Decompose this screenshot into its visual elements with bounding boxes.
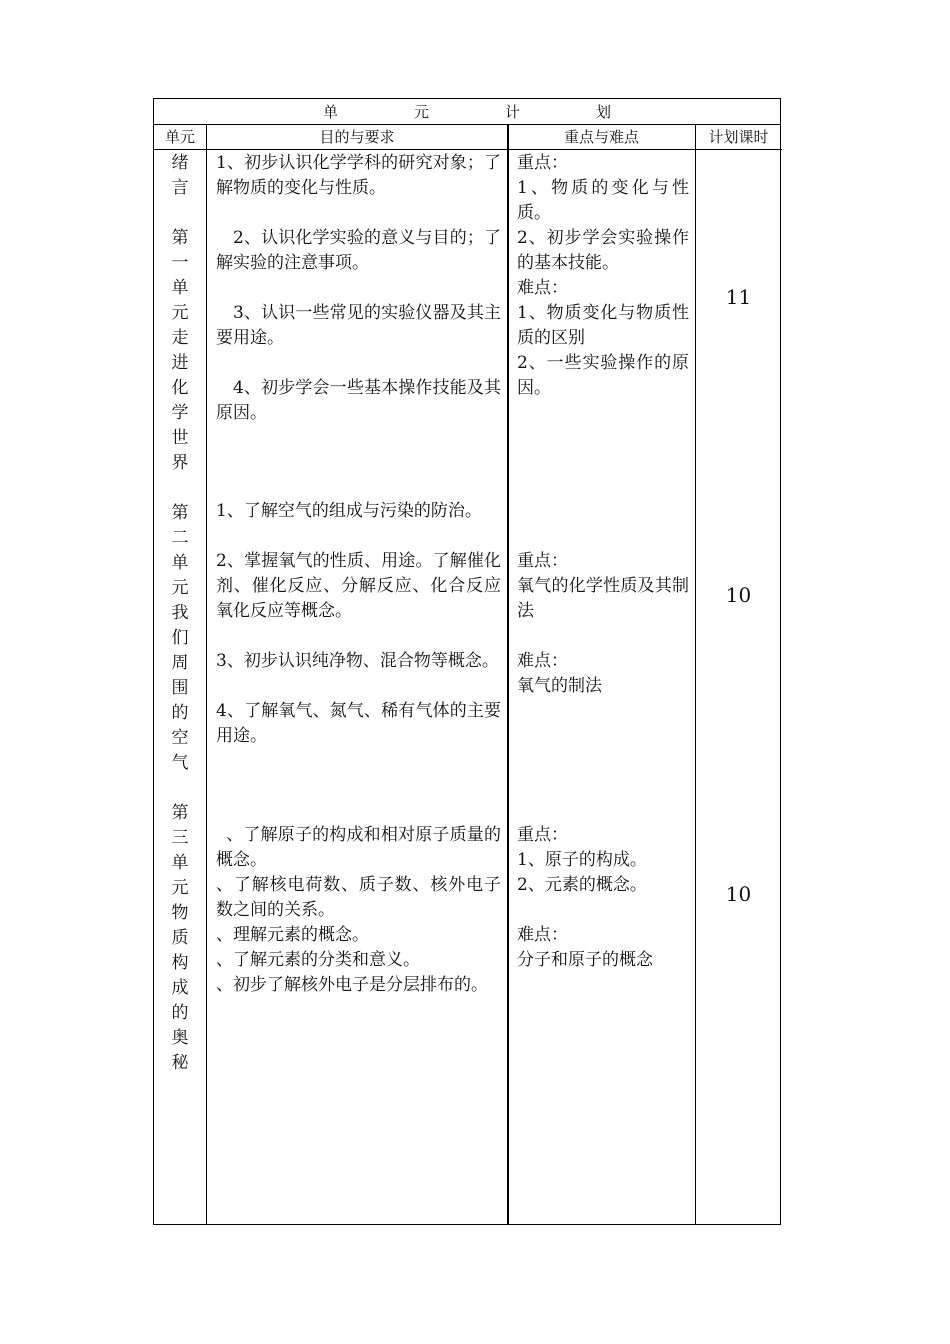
difficulty-item: 1、物质变化与物质性质的区别 — [517, 303, 689, 348]
unit-name-char: 我 — [171, 603, 189, 623]
goal-item: 1、了解空气的组成与污染的防治。 — [216, 501, 482, 521]
difficulty-label: 难点： — [517, 651, 568, 671]
goal-item: 2、掌握氧气的性质、用途。了解催化剂、催化反应、分解反应、化合反应氧化反应等概念。 — [216, 551, 501, 621]
goal-item: 1、初步认识化学学科的研究对象；了解物质的变化与性质。 — [216, 153, 501, 198]
unit-name-char: 物 — [171, 903, 189, 923]
unit-name-char: 空 — [171, 728, 189, 748]
goals-unit-1 — [216, 151, 501, 426]
unit-name-char: 第 — [171, 803, 189, 823]
unit-name-char: 学 — [171, 403, 189, 423]
unit-name-char: 单 — [171, 278, 189, 298]
goal-item: 、了解核电荷数、质子数、核外电子数之间的关系。 — [216, 875, 501, 920]
unit-name-char: 围 — [171, 678, 189, 698]
title-char: 计 — [505, 103, 521, 121]
key-item: 1、原子的构成。 — [517, 850, 647, 870]
difficulty-item: 分子和原子的概念 — [517, 950, 653, 970]
title-char: 划 — [596, 103, 612, 121]
unit-name-char: 元 — [171, 303, 189, 323]
header-key-points: 重点与难点 — [508, 125, 695, 150]
difficulty-item: 氧气的制法 — [517, 676, 602, 696]
unit-name-char: 的 — [171, 1003, 189, 1023]
goal-item: 2、认识化学实验的意义与目的；了解实验的注意事项。 — [216, 228, 501, 273]
table-title — [154, 99, 780, 125]
column-divider — [206, 125, 207, 1224]
title-char: 单 — [322, 103, 338, 121]
key-label: 重点： — [517, 551, 568, 571]
key-points-unit-3 — [517, 823, 689, 973]
key-label: 重点： — [517, 825, 568, 845]
unit-name-char: 二 — [171, 528, 189, 548]
title-char: 元 — [413, 103, 429, 121]
unit-name-char: 们 — [171, 628, 189, 648]
unit-name-char: 第 — [171, 228, 189, 248]
difficulty-item: 2、一些实验操作的原因。 — [517, 353, 689, 398]
unit-name-char: 的 — [171, 703, 189, 723]
unit-name-char: 言 — [171, 178, 189, 198]
unit-name-char: 构 — [171, 953, 189, 973]
header-unit: 单元 — [154, 125, 206, 150]
unit-name-char: 单 — [171, 553, 189, 573]
unit-name-char: 世 — [171, 428, 189, 448]
unit-name-char: 走 — [171, 328, 189, 348]
hours-unit-2: 10 — [725, 583, 752, 607]
goal-item: 、了解元素的分类和意义。 — [216, 950, 420, 970]
unit-name-char: 绪 — [171, 153, 189, 173]
unit-name-char: 成 — [171, 978, 189, 998]
unit-name-char: 一 — [171, 253, 189, 273]
unit-name-char: 单 — [171, 853, 189, 873]
goals-unit-3 — [216, 823, 501, 998]
hours-unit-1: 11 — [725, 285, 752, 309]
key-item: 1、物质的变化与性质。 — [517, 178, 689, 223]
unit-plan-table — [153, 98, 781, 1225]
goal-item: 4、初步学会一些基本操作技能及其原因。 — [216, 378, 501, 423]
unit-name-char: 三 — [171, 828, 189, 848]
goal-item: 、理解元素的概念。 — [216, 925, 369, 945]
key-points-unit-2 — [517, 549, 689, 699]
unit-name-char: 气 — [171, 753, 189, 773]
goals-unit-2 — [216, 499, 501, 749]
unit-name-char: 元 — [171, 878, 189, 898]
unit-name-column — [154, 151, 206, 1076]
key-item: 2、初步学会实验操作的基本技能。 — [517, 228, 689, 273]
unit-name-char: 界 — [171, 453, 189, 473]
difficulty-label: 难点： — [517, 278, 568, 298]
key-item: 氧气的化学性质及其制法 — [517, 576, 689, 621]
header-hours: 计划课时 — [695, 125, 782, 150]
header-goals: 目的与要求 — [206, 125, 508, 150]
unit-name-char: 周 — [171, 653, 189, 673]
unit-name-char: 元 — [171, 578, 189, 598]
key-label: 重点： — [517, 153, 568, 173]
goal-item: 3、初步认识纯净物、混合物等概念。 — [216, 651, 499, 671]
difficulty-label: 难点： — [517, 925, 568, 945]
goal-item: 3、认识一些常见的实验仪器及其主要用途。 — [216, 303, 501, 348]
unit-name-char: 秘 — [171, 1053, 189, 1073]
unit-name-char: 奥 — [171, 1028, 189, 1048]
column-divider — [507, 125, 509, 1224]
hours-unit-3: 10 — [725, 882, 752, 906]
goal-item: 4、了解氧气、氮气、稀有气体的主要用途。 — [216, 701, 501, 746]
unit-name-char: 化 — [171, 378, 189, 398]
key-points-unit-1 — [517, 151, 689, 401]
goal-item: 、了解原子的构成和相对原子质量的概念。 — [216, 825, 501, 870]
unit-name-char: 进 — [171, 353, 189, 373]
unit-name-char: 第 — [171, 503, 189, 523]
goal-item: 、初步了解核外电子是分层排布的。 — [216, 975, 488, 995]
key-item: 2、元素的概念。 — [517, 875, 647, 895]
unit-name-char: 质 — [171, 928, 189, 948]
